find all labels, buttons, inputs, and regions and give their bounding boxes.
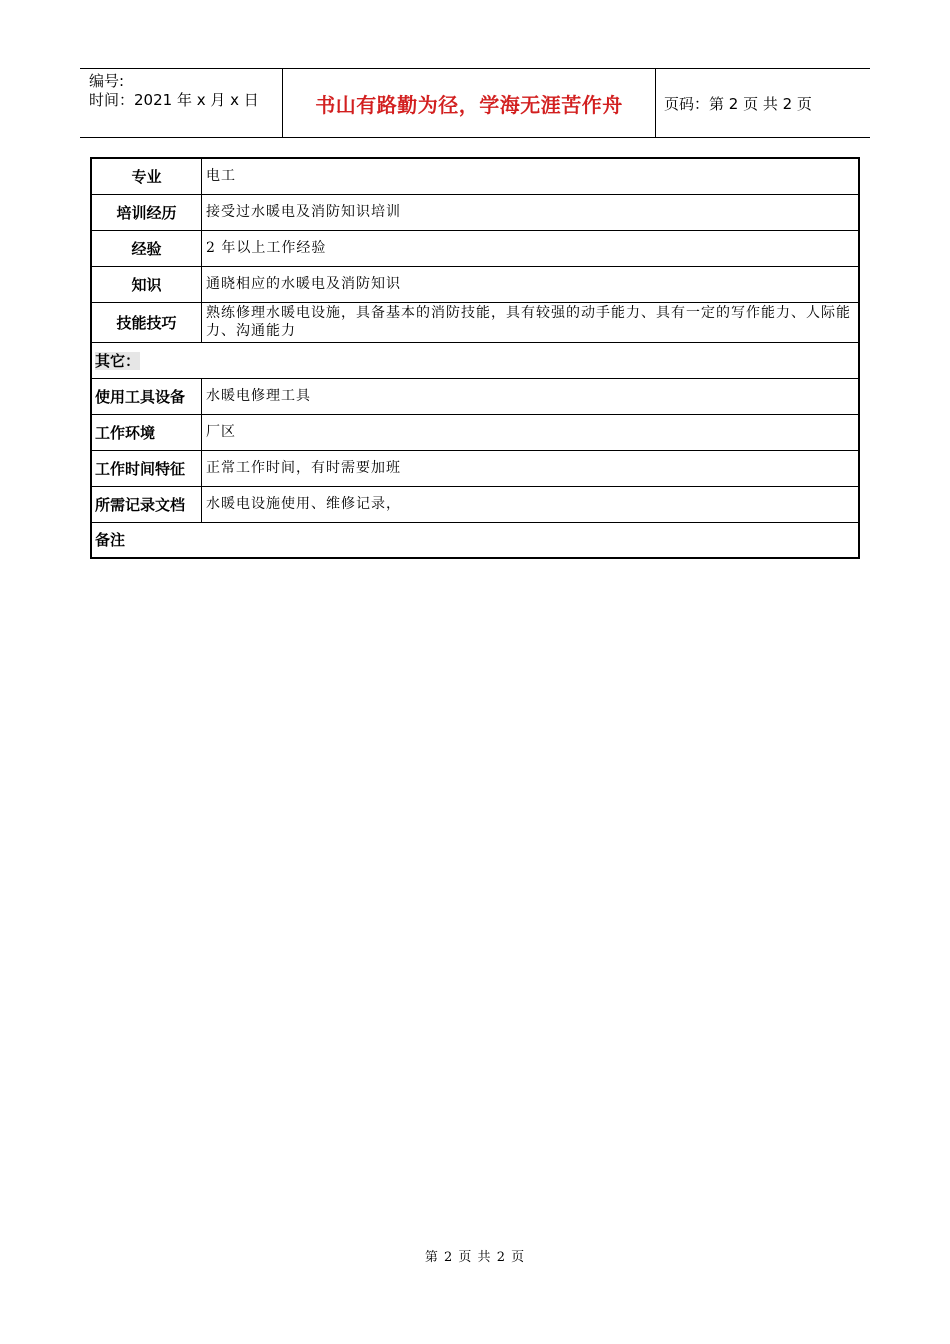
- table-row: [91, 194, 859, 230]
- table-row: [91, 158, 859, 194]
- row-value-training: 接受过水暖电及消防知识培训: [202, 194, 860, 230]
- row-value-skills: 熟练修理水暖电设施，具备基本的消防技能，具有较强的动手能力、具有一定的写作能力、人际能力、沟通能力: [202, 302, 860, 342]
- row-value-major: 电工: [202, 158, 860, 194]
- document-id: 编号:: [89, 72, 125, 90]
- page-number: 页码：第 2 页 共 2 页: [664, 94, 812, 113]
- table-row: [91, 486, 859, 522]
- row-label-tools: 使用工具设备: [91, 378, 202, 414]
- remarks-title: 备注: [95, 531, 126, 550]
- remarks-cell: [91, 522, 859, 558]
- row-value-knowledge: 通晓相应的水暖电及消防知识: [202, 266, 860, 302]
- table-row: [91, 414, 859, 450]
- table-row: [91, 378, 859, 414]
- table-row: [91, 230, 859, 266]
- row-value-tools: 水暖电修理工具: [202, 378, 860, 414]
- other-section-title: 其它：: [95, 351, 141, 370]
- row-label-records: 所需记录文档: [91, 486, 202, 522]
- table-row: [91, 302, 859, 342]
- row-label-major: 专业: [91, 158, 202, 194]
- row-value-work-hours: 正常工作时间，有时需要加班: [202, 450, 860, 486]
- page-header: [80, 68, 870, 138]
- row-value-records: 水暖电设施使用、维修记录，: [202, 486, 860, 522]
- row-label-training: 培训经历: [91, 194, 202, 230]
- page-footer: 第 2 页 共 2 页: [424, 1250, 526, 1265]
- table-row: [91, 266, 859, 302]
- row-label-work-hours: 工作时间特征: [91, 450, 202, 486]
- row-label-knowledge: 知识: [91, 266, 202, 302]
- row-label-experience: 经验: [91, 230, 202, 266]
- table-section-row: [91, 522, 859, 558]
- job-requirements-table: [90, 157, 860, 559]
- row-value-environment: 厂区: [202, 414, 860, 450]
- row-value-experience: 2 年以上工作经验: [202, 230, 860, 266]
- motto-text: 书山有路勤为径，学海无涯苦作舟: [315, 92, 623, 117]
- table-section-row: [91, 342, 859, 378]
- row-label-environment: 工作环境: [91, 414, 202, 450]
- other-section-cell: [91, 342, 859, 378]
- header-meta: [80, 69, 282, 137]
- document-date: 时间：2021 年 x 月 x 日: [89, 91, 259, 109]
- header-motto-cell: [282, 69, 656, 137]
- table-row: [91, 450, 859, 486]
- row-label-skills: 技能技巧: [91, 302, 202, 342]
